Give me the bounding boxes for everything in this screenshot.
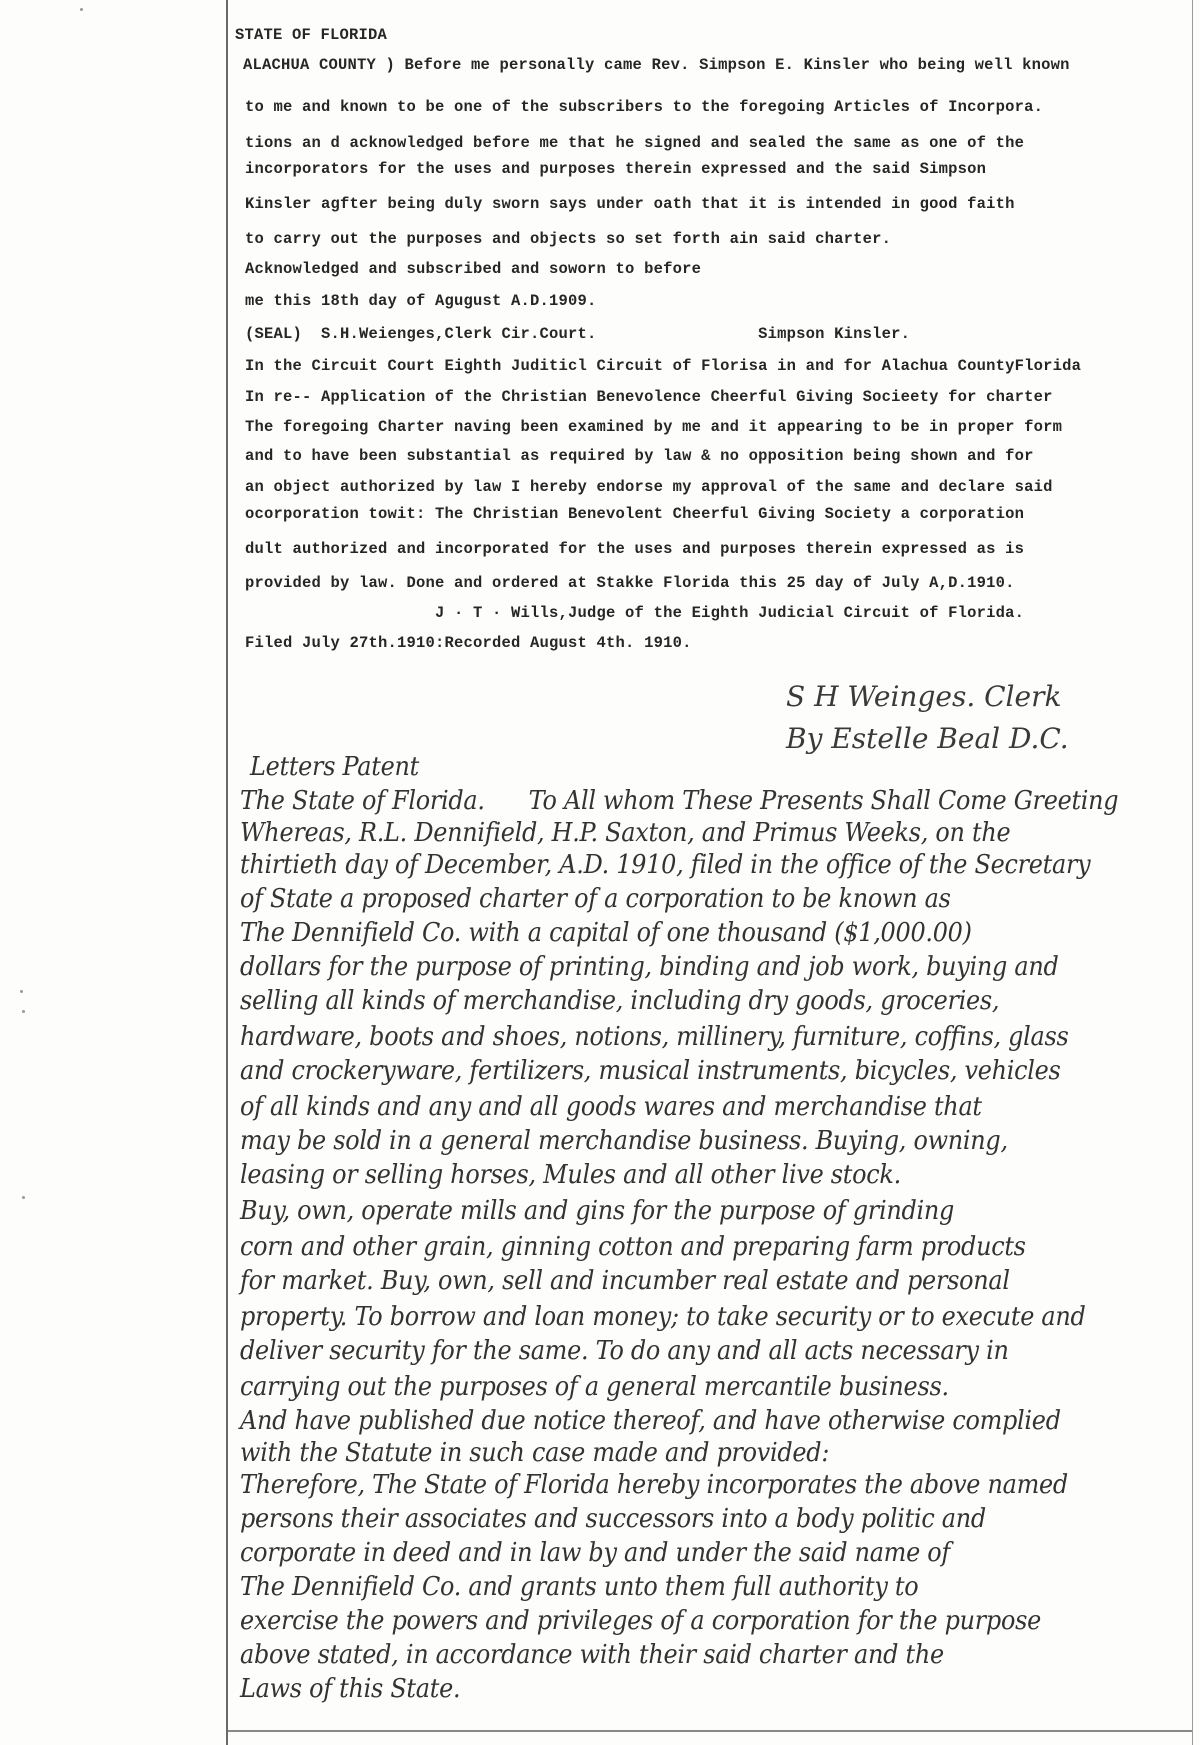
handwritten-line: hardware, boots and shoes, notions, millinery, furniture, coffins, glass bbox=[240, 1022, 1069, 1052]
handwritten-line: exercise the powers and privileges of a corporation for the purpose bbox=[240, 1606, 1041, 1636]
typed-line: Filed July 27th.1910:Recorded August 4th. 1910. bbox=[245, 634, 692, 652]
typed-line: ocorporation towit: The Christian Benevolent Cheerful Giving Society a corporation bbox=[245, 505, 1025, 523]
typed-line: and to have been substantial as required by law & no opposition being shown and for bbox=[245, 447, 1034, 465]
handwritten-line: corn and other grain, ginning cotton and preparing farm products bbox=[240, 1232, 1026, 1262]
typed-line: to carry out the purposes and objects so set forth ain said charter. bbox=[245, 230, 892, 248]
handwritten-line: may be sold in a general merchandise business. Buying, owning, bbox=[240, 1126, 1008, 1156]
typed-line: provided by law. Done and ordered at Stakke Florida this 25 day of July A,D.1910. bbox=[245, 574, 1015, 592]
handwritten-line: for market. Buy, own, sell and incumber real estate and personal bbox=[240, 1266, 1010, 1296]
handwritten-line: Therefore, The State of Florida hereby incorporates the above named bbox=[240, 1470, 1068, 1500]
right-margin-rule bbox=[1192, 0, 1193, 1745]
typed-line: incorporators for the uses and purposes therein expressed and the said Simpson bbox=[245, 160, 987, 178]
scan-speck bbox=[80, 8, 83, 11]
handwritten-line: Buy, own, operate mills and gins for the purpose of grinding bbox=[240, 1196, 955, 1226]
bottom-edge-rule bbox=[228, 1730, 1192, 1732]
typed-line: to me and known to be one of the subscribers to the foregoing Articles of Incorpora. bbox=[245, 98, 1044, 116]
scan-speck bbox=[20, 990, 23, 993]
typed-line: Kinsler agfter being duly sworn says under oath that it is intended in good faith bbox=[245, 195, 1015, 213]
handwritten-line: selling all kinds of merchandise, including dry goods, groceries, bbox=[240, 986, 1000, 1016]
typed-line: The foregoing Charter naving been examined by me and it appearing to be in proper form bbox=[245, 418, 1063, 436]
scan-speck bbox=[22, 1196, 25, 1199]
scan-speck bbox=[22, 1010, 25, 1013]
handwritten-line: leasing or selling horses, Mules and all other live stock. bbox=[240, 1160, 901, 1190]
handwritten-line: with the Statute in such case made and provided: bbox=[240, 1438, 830, 1468]
handwritten-line: thirtieth day of December, A.D. 1910, filed in the office of the Secretary bbox=[240, 850, 1091, 880]
typed-line: ALACHUA COUNTY ) Before me personally came Rev. Simpson E. Kinsler who being well known bbox=[243, 56, 1070, 74]
handwritten-line: deliver security for the same. To do any and all acts necessary in bbox=[240, 1336, 1009, 1366]
handwritten-line: and crockeryware, fertilizers, musical instruments, bicycles, vehicles bbox=[240, 1056, 1061, 1086]
handwritten-line: The Dennifield Co. with a capital of one thousand ($1,000.00) bbox=[240, 918, 972, 948]
typed-line: In the Circuit Court Eighth Juditicl Circuit of Florisa in and for Alachua CountyFlorida bbox=[245, 357, 1082, 375]
typed-line: J · T · Wills,Judge of the Eighth Judicial Circuit of Florida. bbox=[245, 604, 1025, 622]
typed-line: me this 18th day of Agugust A.D.1909. bbox=[245, 292, 597, 310]
handwritten-line: persons their associates and successors into a body politic and bbox=[240, 1504, 986, 1534]
handwritten-line: Laws of this State. bbox=[240, 1674, 461, 1704]
handwritten-line: The Dennifield Co. and grants unto them full authority to bbox=[240, 1572, 919, 1602]
clerk-signature: S H Weinges. Clerk bbox=[786, 680, 1062, 713]
typed-line: Acknowledged and subscribed and soworn to before bbox=[245, 260, 702, 278]
handwritten-line: dollars for the purpose of printing, binding and job work, buying and bbox=[240, 952, 1059, 982]
handwritten-line: corporate in deed and in law by and under the said name of bbox=[240, 1538, 951, 1568]
handwritten-line: And have published due notice thereof, and have otherwise complied bbox=[240, 1406, 1061, 1436]
handwritten-line: above stated, in accordance with their said charter and the bbox=[240, 1640, 944, 1670]
handwritten-line: of all kinds and any and all goods wares and merchandise that bbox=[240, 1092, 982, 1122]
handwritten-line: Whereas, R.L. Dennifield, H.P. Saxton, and Primus Weeks, on the bbox=[240, 818, 1011, 848]
left-margin-rule bbox=[226, 0, 228, 1745]
handwritten-line: The State of Florida. To All whom These Presents Shall Come Greeting bbox=[240, 786, 1119, 816]
typed-line: In re-- Application of the Christian Benevolence Cheerful Giving Socieety for charter bbox=[245, 388, 1053, 406]
typed-line: tions an d acknowledged before me that he signed and sealed the same as one of the bbox=[245, 134, 1025, 152]
typed-line: dult authorized and incorporated for the uses and purposes therein expressed as is bbox=[245, 540, 1025, 558]
deputy-clerk-signature: By Estelle Beal D.C. bbox=[786, 722, 1069, 755]
handwritten-line: Letters Patent bbox=[250, 752, 419, 782]
handwritten-line: of State a proposed charter of a corporation to be known as bbox=[240, 884, 951, 914]
handwritten-line: property. To borrow and loan money; to take security or to execute and bbox=[240, 1302, 1086, 1332]
typed-line: an object authorized by law I hereby endorse my approval of the same and declare said bbox=[245, 478, 1053, 496]
typed-line: STATE OF FLORIDA bbox=[235, 26, 388, 44]
typed-line: (SEAL) S.H.Weienges,Clerk Cir.Court. Simpson Kinsler. bbox=[245, 325, 911, 343]
handwritten-line: carrying out the purposes of a general mercantile business. bbox=[240, 1372, 949, 1402]
